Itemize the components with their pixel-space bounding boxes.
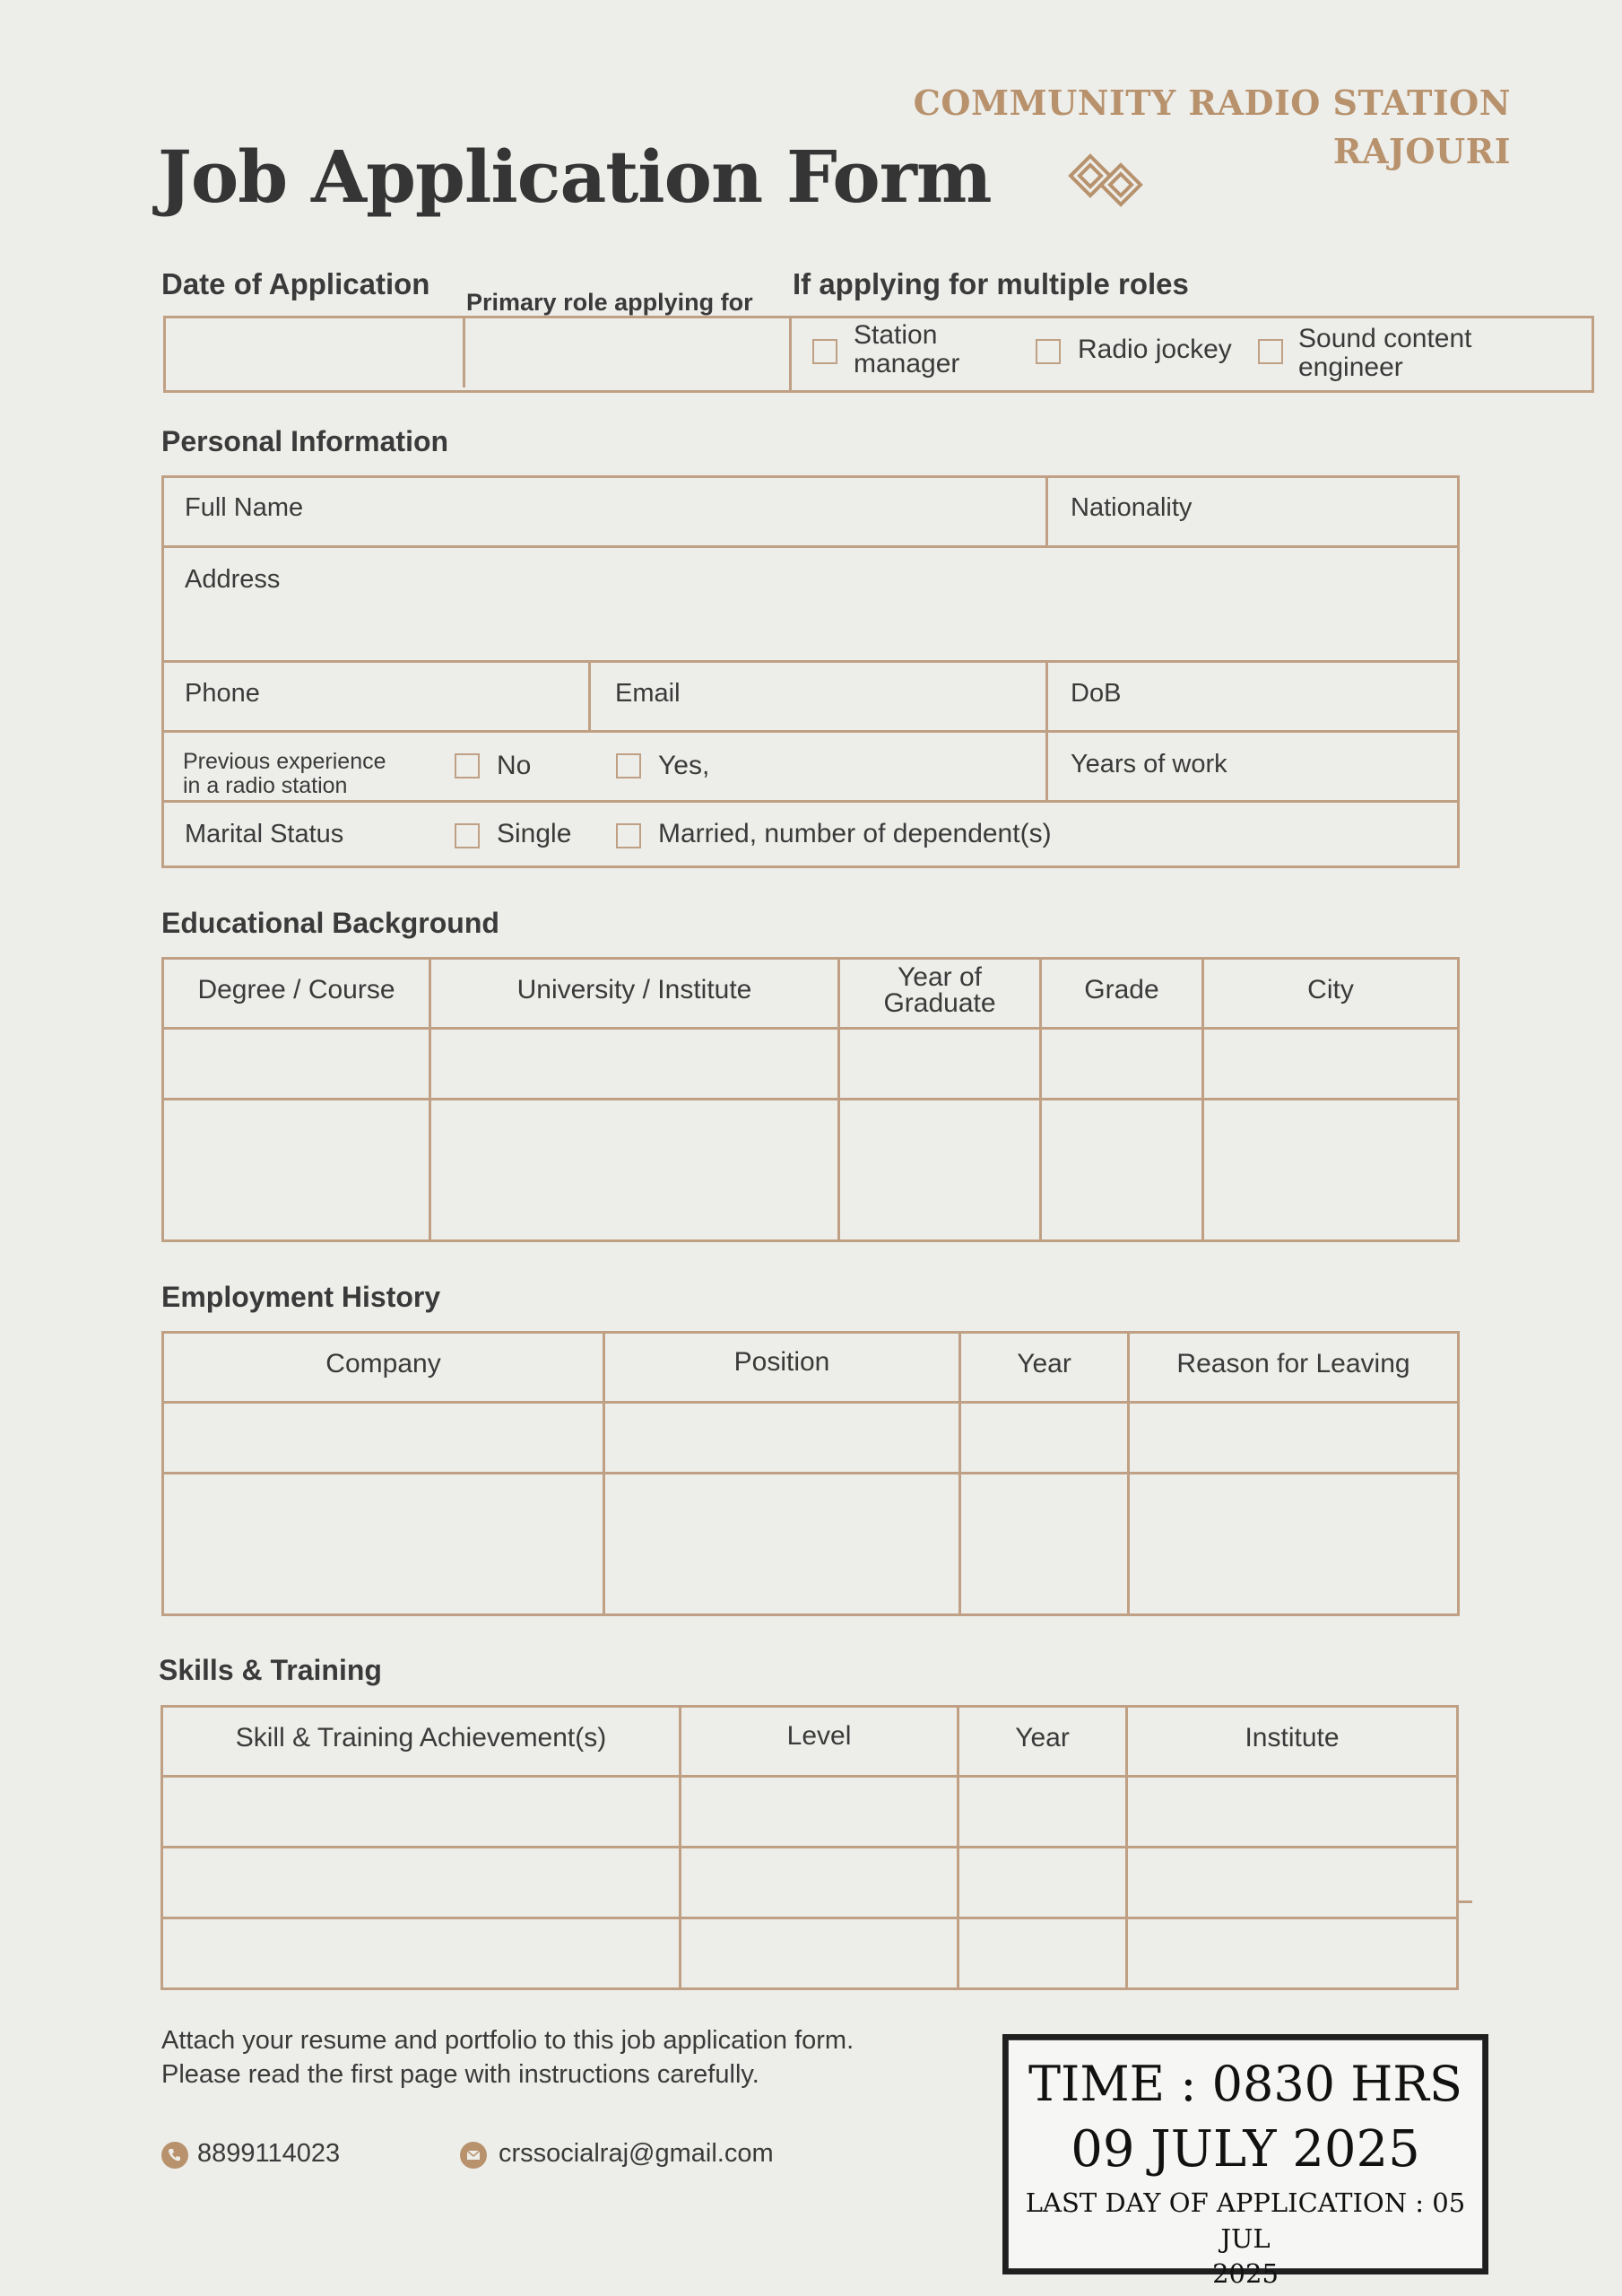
skills-col-achievement: Skill & Training Achievement(s) xyxy=(235,1723,607,1752)
edu-col-year-line1: Year of xyxy=(898,962,982,992)
skills-col-level: Level xyxy=(786,1721,852,1751)
table-row[interactable] xyxy=(163,1778,1456,1846)
table-row[interactable] xyxy=(163,1848,1456,1917)
emp-col-reason: Reason for Leaving xyxy=(1176,1349,1410,1378)
footer-note-line1: Attach your resume and portfolio to this job application form. xyxy=(161,2026,854,2055)
stamp-date: 09 JULY 2025 xyxy=(1071,2120,1420,2179)
experience-yes-checkbox[interactable] xyxy=(616,753,641,778)
org-name-line2: RAJOURI xyxy=(1332,131,1511,171)
role-radio-jockey-label: Radio jockey xyxy=(1078,335,1232,364)
address-field[interactable]: Address xyxy=(185,565,281,594)
date-of-application-label: Date of Application xyxy=(161,267,430,300)
personal-info-title: Personal Information xyxy=(161,425,449,457)
prev-exp-line1: Previous experience xyxy=(183,749,386,774)
phone-field[interactable]: Phone xyxy=(185,679,260,708)
table-row[interactable] xyxy=(164,1100,1457,1239)
role-radio-jockey-checkbox[interactable] xyxy=(1036,339,1061,364)
table-row[interactable] xyxy=(164,1474,1457,1613)
role-station-manager-checkbox[interactable] xyxy=(812,339,837,364)
emp-col-company: Company xyxy=(325,1349,441,1378)
organization-name xyxy=(914,79,1511,176)
marital-married-checkbox[interactable] xyxy=(616,823,641,848)
email-field[interactable]: Email xyxy=(615,679,681,708)
primary-role-label: Primary role applying for xyxy=(466,289,753,316)
skills-col-year: Year xyxy=(1015,1723,1070,1752)
contact-email[interactable]: crssocialraj@gmail.com xyxy=(499,2139,774,2168)
stamp-last-day-line1: LAST DAY OF APPLICATION : 05 JUL xyxy=(1025,2187,1466,2254)
primary-role-field[interactable] xyxy=(466,318,787,390)
footer-note xyxy=(161,2023,854,2092)
stamp-last-day-line2: 2025 xyxy=(1212,2258,1279,2289)
org-name-line1: COMMUNITY RADIO STATION xyxy=(913,83,1511,123)
previous-experience-label xyxy=(183,750,386,798)
edu-col-city: City xyxy=(1307,975,1354,1004)
dob-field[interactable]: DoB xyxy=(1071,679,1122,708)
stamp-time: TIME : 0830 HRS xyxy=(1028,2056,1462,2112)
experience-yes-label: Yes, xyxy=(658,751,710,780)
marital-single-label: Single xyxy=(497,819,572,848)
table-row[interactable] xyxy=(163,1919,1456,1987)
emp-col-year: Year xyxy=(1017,1349,1071,1378)
full-name-field[interactable]: Full Name xyxy=(185,493,304,522)
table-row[interactable] xyxy=(164,1030,1457,1098)
marital-single-checkbox[interactable] xyxy=(455,823,480,848)
table-row[interactable] xyxy=(164,1404,1457,1472)
contact-phone[interactable]: 8899114023 xyxy=(197,2139,341,2168)
edu-col-year-line2: Graduate xyxy=(883,988,996,1018)
phone-icon xyxy=(161,2142,188,2169)
experience-no-checkbox[interactable] xyxy=(455,753,480,778)
email-icon xyxy=(460,2142,487,2169)
skills-col-institute: Institute xyxy=(1245,1723,1340,1752)
marital-married-label: Married, number of dependent(s) xyxy=(658,819,1052,848)
date-of-application-field[interactable] xyxy=(167,318,461,390)
page-title: Job Application Form xyxy=(158,135,992,219)
footer-note-line2: Please read the first page with instructions carefully. xyxy=(161,2060,759,2089)
personal-info-table xyxy=(161,475,1460,868)
marital-status-label: Marital Status xyxy=(185,820,344,848)
role-station-manager-label: Station manager xyxy=(854,320,960,378)
role-sound-engineer-label: Sound content engineer xyxy=(1298,324,1472,382)
diamond-knot-icon xyxy=(1065,149,1146,212)
edu-col-degree: Degree / Course xyxy=(197,975,395,1004)
edu-col-university: University / Institute xyxy=(516,975,752,1004)
emp-col-position: Position xyxy=(733,1347,830,1377)
deadline-stamp xyxy=(1002,2034,1488,2289)
edu-col-year xyxy=(840,964,1039,1016)
prev-exp-line2: in a radio station xyxy=(183,773,348,798)
multiple-roles-label: If applying for multiple roles xyxy=(793,267,1189,300)
nationality-field[interactable]: Nationality xyxy=(1071,493,1193,522)
edu-col-grade: Grade xyxy=(1084,975,1159,1004)
years-of-work-field[interactable]: Years of work xyxy=(1071,750,1227,778)
employment-title: Employment History xyxy=(161,1281,441,1313)
role-sound-engineer-checkbox[interactable] xyxy=(1258,339,1283,364)
experience-no-label: No xyxy=(497,751,532,780)
education-title: Educational Background xyxy=(161,907,499,939)
skills-title: Skills & Training xyxy=(159,1654,382,1686)
